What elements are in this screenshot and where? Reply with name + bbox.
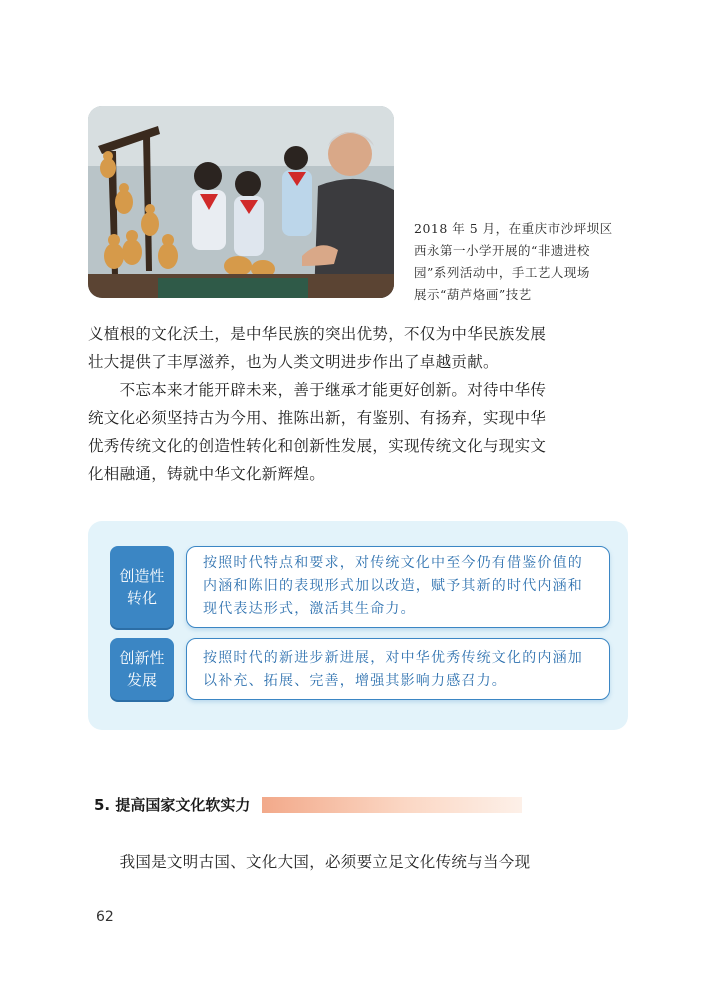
caption-line: 园”系列活动中，手工艺人现场 — [414, 265, 590, 280]
photo-caption — [414, 218, 624, 306]
activity-photo — [88, 106, 394, 298]
paragraph-line: 我国是文明古国、文化大国，必须要立足文化传统与当今现 — [88, 853, 531, 871]
section-heading: 5. 提高国家文化软实力 — [94, 796, 251, 814]
body-paragraph-3 — [88, 848, 531, 876]
page-number: 62 — [96, 909, 114, 925]
paragraph-line: 优秀传统文化的创造性转化和创新性发展，实现传统文化与现实文 — [88, 437, 547, 455]
body-paragraph-2 — [88, 376, 547, 488]
caption-line: 2018 年 5 月，在重庆市沙坪坝区 — [414, 221, 613, 236]
definition-line: 按照时代的新进步新进展，对中华优秀传统文化的内涵加 — [203, 650, 583, 666]
concept-term-innovative-development — [110, 638, 174, 700]
definition-line: 内涵和陈旧的表现形式加以改造，赋予其新的时代内涵和 — [203, 578, 583, 594]
photo-gourd-pyrography-icon — [88, 106, 394, 298]
body-paragraph-1 — [88, 320, 547, 376]
term-line: 转化 — [126, 589, 157, 607]
paragraph-line: 不忘本来才能开辟未来，善于继承才能更好创新。对待中华传 — [88, 381, 547, 399]
concept-definition-innovative-development — [186, 638, 610, 700]
paragraph-line: 义植根的文化沃土，是中华民族的突出优势，不仅为中华民族发展 — [88, 325, 547, 343]
caption-line: 西永第一小学开展的“非遗进校 — [414, 243, 590, 258]
term-line: 发展 — [126, 671, 157, 689]
definition-line: 按照时代特点和要求，对传统文化中至今仍有借鉴价值的 — [203, 555, 583, 571]
term-line: 创造性 — [119, 567, 165, 585]
paragraph-line: 统文化必须坚持古为今用、推陈出新，有鉴别、有扬弃，实现中华 — [88, 409, 547, 427]
definition-line: 以补充、拓展、完善，增强其影响力感召力。 — [203, 673, 507, 689]
paragraph-line: 化相融通，铸就中华文化新辉煌。 — [88, 465, 326, 483]
definition-line: 现代表达形式，激活其生命力。 — [203, 601, 416, 617]
section-heading-bar — [262, 797, 522, 813]
caption-line: 展示“葫芦烙画”技艺 — [414, 287, 532, 302]
paragraph-line: 壮大提供了丰厚滋养，也为人类文明进步作出了卓越贡献。 — [88, 353, 499, 371]
concept-definition-creative-transformation — [186, 546, 610, 628]
concept-term-creative-transformation — [110, 546, 174, 628]
term-line: 创新性 — [119, 649, 165, 667]
